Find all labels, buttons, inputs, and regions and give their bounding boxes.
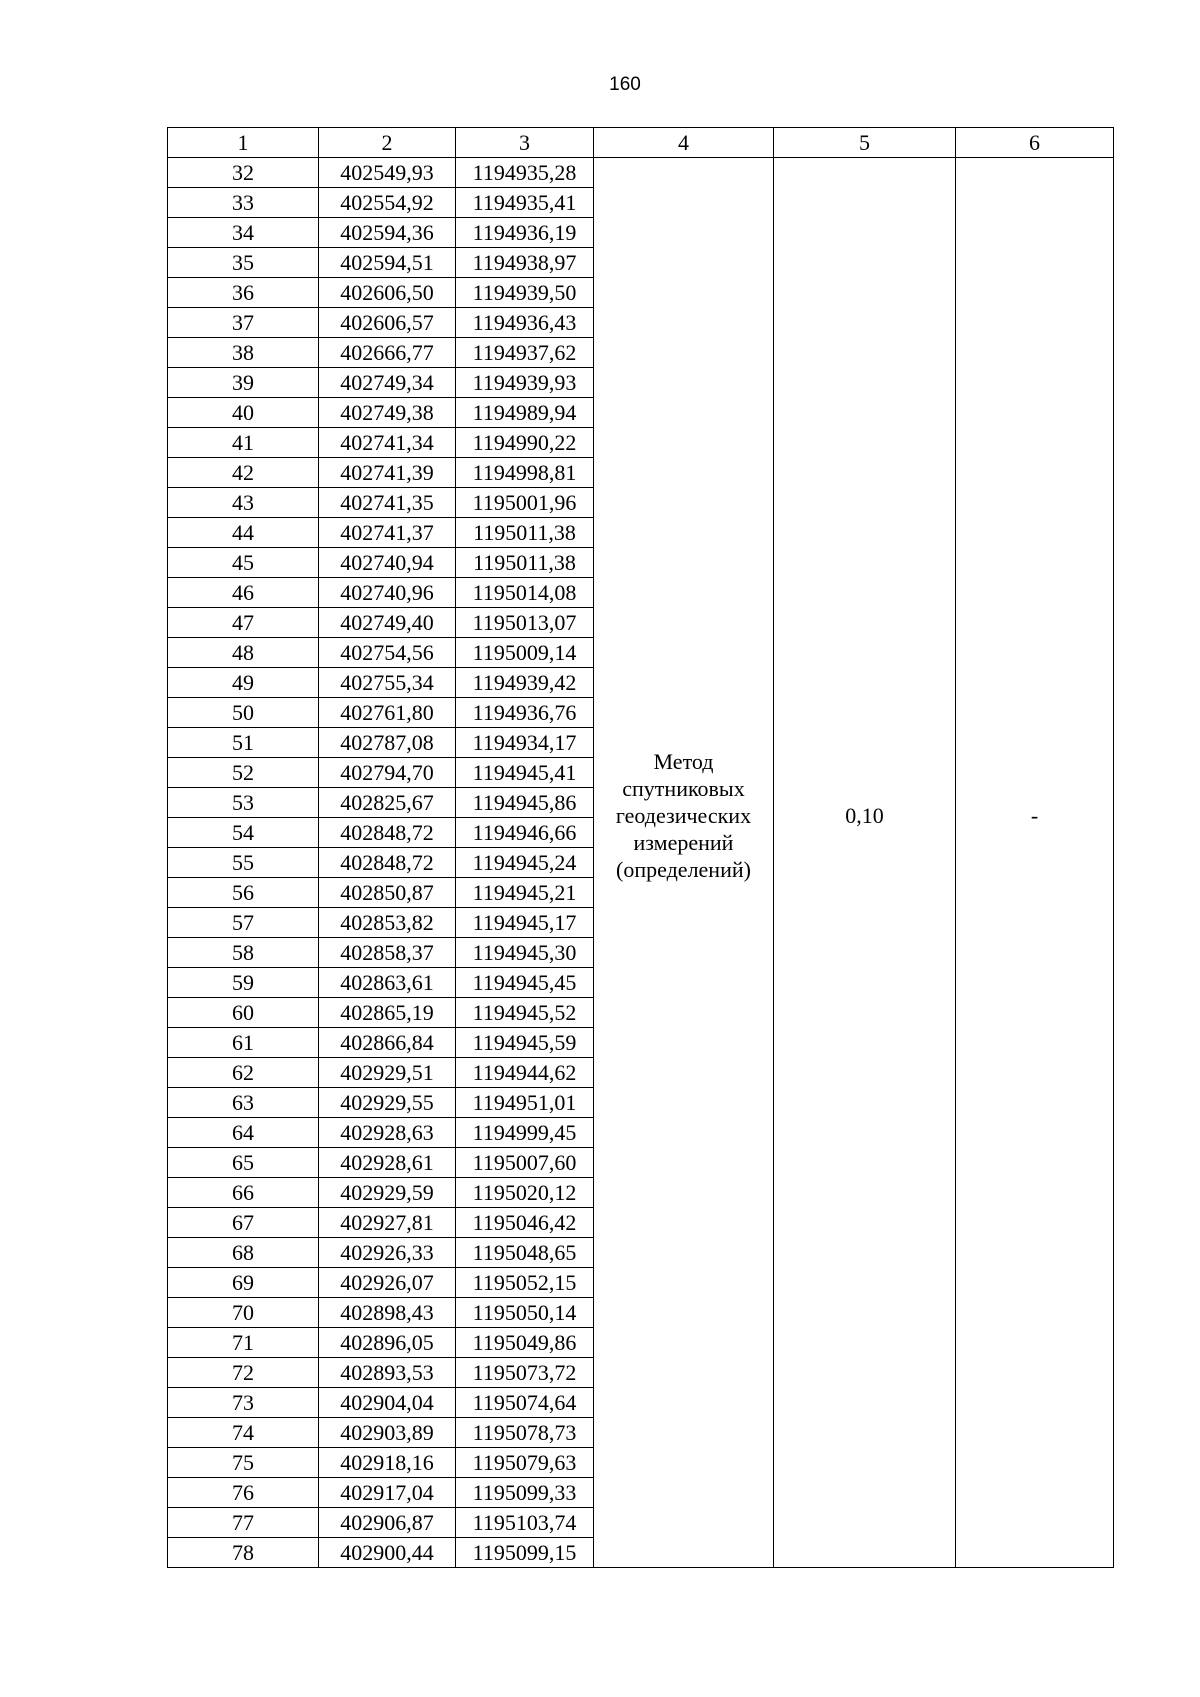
coordinates-table	[167, 127, 1114, 1568]
y-coordinate-cell: 1195046,42	[456, 1208, 594, 1238]
point-number-cell: 53	[168, 788, 319, 818]
x-coordinate-cell: 402825,67	[319, 788, 456, 818]
y-coordinate-cell: 1194936,43	[456, 308, 594, 338]
x-coordinate-cell: 402926,07	[319, 1268, 456, 1298]
point-number-cell: 77	[168, 1508, 319, 1538]
point-number-cell: 55	[168, 848, 319, 878]
y-coordinate-cell: 1194945,24	[456, 848, 594, 878]
point-number-cell: 47	[168, 608, 319, 638]
point-number-cell: 56	[168, 878, 319, 908]
x-coordinate-cell: 402794,70	[319, 758, 456, 788]
x-coordinate-cell: 402554,92	[319, 188, 456, 218]
y-coordinate-cell: 1194935,41	[456, 188, 594, 218]
point-number-cell: 34	[168, 218, 319, 248]
table-row	[168, 158, 1114, 188]
y-coordinate-cell: 1195007,60	[456, 1148, 594, 1178]
point-number-cell: 33	[168, 188, 319, 218]
y-coordinate-cell: 1195074,64	[456, 1388, 594, 1418]
header-col-4: 4	[594, 128, 774, 158]
point-number-cell: 38	[168, 338, 319, 368]
y-coordinate-cell: 1194946,66	[456, 818, 594, 848]
x-coordinate-cell: 402740,96	[319, 578, 456, 608]
x-coordinate-cell: 402906,87	[319, 1508, 456, 1538]
page-number: 160	[609, 74, 641, 95]
point-number-cell: 78	[168, 1538, 319, 1568]
point-number-cell: 35	[168, 248, 319, 278]
accuracy-cell	[774, 158, 956, 1568]
point-number-cell: 44	[168, 518, 319, 548]
accuracy-value: 0,10	[845, 802, 884, 828]
point-number-cell: 32	[168, 158, 319, 188]
x-coordinate-cell: 402898,43	[319, 1298, 456, 1328]
header-col-3: 3	[456, 128, 594, 158]
y-coordinate-cell: 1194945,30	[456, 938, 594, 968]
x-coordinate-cell: 402741,39	[319, 458, 456, 488]
y-coordinate-cell: 1195099,33	[456, 1478, 594, 1508]
method-line: спутниковых	[622, 775, 745, 801]
point-number-cell: 43	[168, 488, 319, 518]
x-coordinate-cell: 402749,38	[319, 398, 456, 428]
y-coordinate-cell: 1195020,12	[456, 1178, 594, 1208]
point-number-cell: 65	[168, 1148, 319, 1178]
y-coordinate-cell: 1194945,52	[456, 998, 594, 1028]
x-coordinate-cell: 402893,53	[319, 1358, 456, 1388]
y-coordinate-cell: 1194939,93	[456, 368, 594, 398]
point-number-cell: 59	[168, 968, 319, 998]
note-value: -	[1030, 802, 1039, 828]
x-coordinate-cell: 402606,50	[319, 278, 456, 308]
x-coordinate-cell: 402749,40	[319, 608, 456, 638]
point-number-cell: 46	[168, 578, 319, 608]
x-coordinate-cell: 402929,51	[319, 1058, 456, 1088]
point-number-cell: 60	[168, 998, 319, 1028]
point-number-cell: 62	[168, 1058, 319, 1088]
y-coordinate-cell: 1194945,45	[456, 968, 594, 998]
point-number-cell: 69	[168, 1268, 319, 1298]
point-number-cell: 64	[168, 1118, 319, 1148]
method-cell	[594, 158, 774, 1568]
header-col-2: 2	[319, 128, 456, 158]
x-coordinate-cell: 402761,80	[319, 698, 456, 728]
x-coordinate-cell: 402754,56	[319, 638, 456, 668]
point-number-cell: 48	[168, 638, 319, 668]
y-coordinate-cell: 1194945,17	[456, 908, 594, 938]
method-line: Метод	[653, 748, 714, 774]
method-text	[594, 748, 773, 978]
y-coordinate-cell: 1194936,76	[456, 698, 594, 728]
x-coordinate-cell: 402594,36	[319, 218, 456, 248]
x-coordinate-cell: 402929,59	[319, 1178, 456, 1208]
x-coordinate-cell: 402741,35	[319, 488, 456, 518]
point-number-cell: 75	[168, 1448, 319, 1478]
point-number-cell: 74	[168, 1418, 319, 1448]
table-header-row	[168, 128, 1114, 158]
x-coordinate-cell: 402928,61	[319, 1148, 456, 1178]
x-coordinate-cell: 402755,34	[319, 668, 456, 698]
point-number-cell: 37	[168, 308, 319, 338]
x-coordinate-cell: 402903,89	[319, 1418, 456, 1448]
point-number-cell: 71	[168, 1328, 319, 1358]
note-cell	[956, 158, 1114, 1568]
point-number-cell: 36	[168, 278, 319, 308]
y-coordinate-cell: 1194999,45	[456, 1118, 594, 1148]
x-coordinate-cell: 402666,77	[319, 338, 456, 368]
point-number-cell: 72	[168, 1358, 319, 1388]
x-coordinate-cell: 402749,34	[319, 368, 456, 398]
y-coordinate-cell: 1195052,15	[456, 1268, 594, 1298]
y-coordinate-cell: 1195099,15	[456, 1538, 594, 1568]
x-coordinate-cell: 402926,33	[319, 1238, 456, 1268]
point-number-cell: 40	[168, 398, 319, 428]
x-coordinate-cell: 402594,51	[319, 248, 456, 278]
y-coordinate-cell: 1195011,38	[456, 548, 594, 578]
y-coordinate-cell: 1194937,62	[456, 338, 594, 368]
x-coordinate-cell: 402741,34	[319, 428, 456, 458]
y-coordinate-cell: 1195009,14	[456, 638, 594, 668]
x-coordinate-cell: 402929,55	[319, 1088, 456, 1118]
point-number-cell: 49	[168, 668, 319, 698]
point-number-cell: 42	[168, 458, 319, 488]
x-coordinate-cell: 402866,84	[319, 1028, 456, 1058]
y-coordinate-cell: 1194989,94	[456, 398, 594, 428]
y-coordinate-cell: 1195050,14	[456, 1298, 594, 1328]
y-coordinate-cell: 1194939,50	[456, 278, 594, 308]
x-coordinate-cell: 402848,72	[319, 818, 456, 848]
y-coordinate-cell: 1195078,73	[456, 1418, 594, 1448]
y-coordinate-cell: 1194998,81	[456, 458, 594, 488]
y-coordinate-cell: 1194945,21	[456, 878, 594, 908]
point-number-cell: 51	[168, 728, 319, 758]
point-number-cell: 67	[168, 1208, 319, 1238]
y-coordinate-cell: 1194990,22	[456, 428, 594, 458]
x-coordinate-cell: 402787,08	[319, 728, 456, 758]
point-number-cell: 50	[168, 698, 319, 728]
x-coordinate-cell: 402549,93	[319, 158, 456, 188]
x-coordinate-cell: 402850,87	[319, 878, 456, 908]
point-number-cell: 61	[168, 1028, 319, 1058]
header-col-1: 1	[168, 128, 319, 158]
y-coordinate-cell: 1195049,86	[456, 1328, 594, 1358]
point-number-cell: 54	[168, 818, 319, 848]
y-coordinate-cell: 1194945,41	[456, 758, 594, 788]
x-coordinate-cell: 402917,04	[319, 1478, 456, 1508]
x-coordinate-cell: 402896,05	[319, 1328, 456, 1358]
x-coordinate-cell: 402863,61	[319, 968, 456, 998]
table-body	[168, 158, 1114, 1568]
x-coordinate-cell: 402928,63	[319, 1118, 456, 1148]
y-coordinate-cell: 1194945,86	[456, 788, 594, 818]
x-coordinate-cell: 402858,37	[319, 938, 456, 968]
point-number-cell: 70	[168, 1298, 319, 1328]
x-coordinate-cell: 402848,72	[319, 848, 456, 878]
y-coordinate-cell: 1194938,97	[456, 248, 594, 278]
y-coordinate-cell: 1195011,38	[456, 518, 594, 548]
method-line: (определений)	[616, 856, 751, 882]
point-number-cell: 45	[168, 548, 319, 578]
x-coordinate-cell: 402918,16	[319, 1448, 456, 1478]
point-number-cell: 39	[168, 368, 319, 398]
method-line: измерений	[633, 829, 734, 855]
x-coordinate-cell: 402927,81	[319, 1208, 456, 1238]
y-coordinate-cell: 1194944,62	[456, 1058, 594, 1088]
y-coordinate-cell: 1195048,65	[456, 1238, 594, 1268]
point-number-cell: 58	[168, 938, 319, 968]
point-number-cell: 41	[168, 428, 319, 458]
y-coordinate-cell: 1194934,17	[456, 728, 594, 758]
y-coordinate-cell: 1195079,63	[456, 1448, 594, 1478]
point-number-cell: 63	[168, 1088, 319, 1118]
x-coordinate-cell: 402904,04	[319, 1388, 456, 1418]
y-coordinate-cell: 1194936,19	[456, 218, 594, 248]
method-line: геодезических	[615, 802, 752, 828]
x-coordinate-cell: 402900,44	[319, 1538, 456, 1568]
point-number-cell: 52	[168, 758, 319, 788]
y-coordinate-cell: 1194945,59	[456, 1028, 594, 1058]
x-coordinate-cell: 402740,94	[319, 548, 456, 578]
y-coordinate-cell: 1194951,01	[456, 1088, 594, 1118]
x-coordinate-cell: 402741,37	[319, 518, 456, 548]
y-coordinate-cell: 1195014,08	[456, 578, 594, 608]
x-coordinate-cell: 402606,57	[319, 308, 456, 338]
x-coordinate-cell: 402853,82	[319, 908, 456, 938]
point-number-cell: 66	[168, 1178, 319, 1208]
point-number-cell: 73	[168, 1388, 319, 1418]
y-coordinate-cell: 1194935,28	[456, 158, 594, 188]
point-number-cell: 57	[168, 908, 319, 938]
y-coordinate-cell: 1195103,74	[456, 1508, 594, 1538]
y-coordinate-cell: 1195073,72	[456, 1358, 594, 1388]
header-col-5: 5	[774, 128, 956, 158]
y-coordinate-cell: 1195001,96	[456, 488, 594, 518]
header-col-6: 6	[956, 128, 1114, 158]
y-coordinate-cell: 1194939,42	[456, 668, 594, 698]
point-number-cell: 68	[168, 1238, 319, 1268]
y-coordinate-cell: 1195013,07	[456, 608, 594, 638]
x-coordinate-cell: 402865,19	[319, 998, 456, 1028]
point-number-cell: 76	[168, 1478, 319, 1508]
